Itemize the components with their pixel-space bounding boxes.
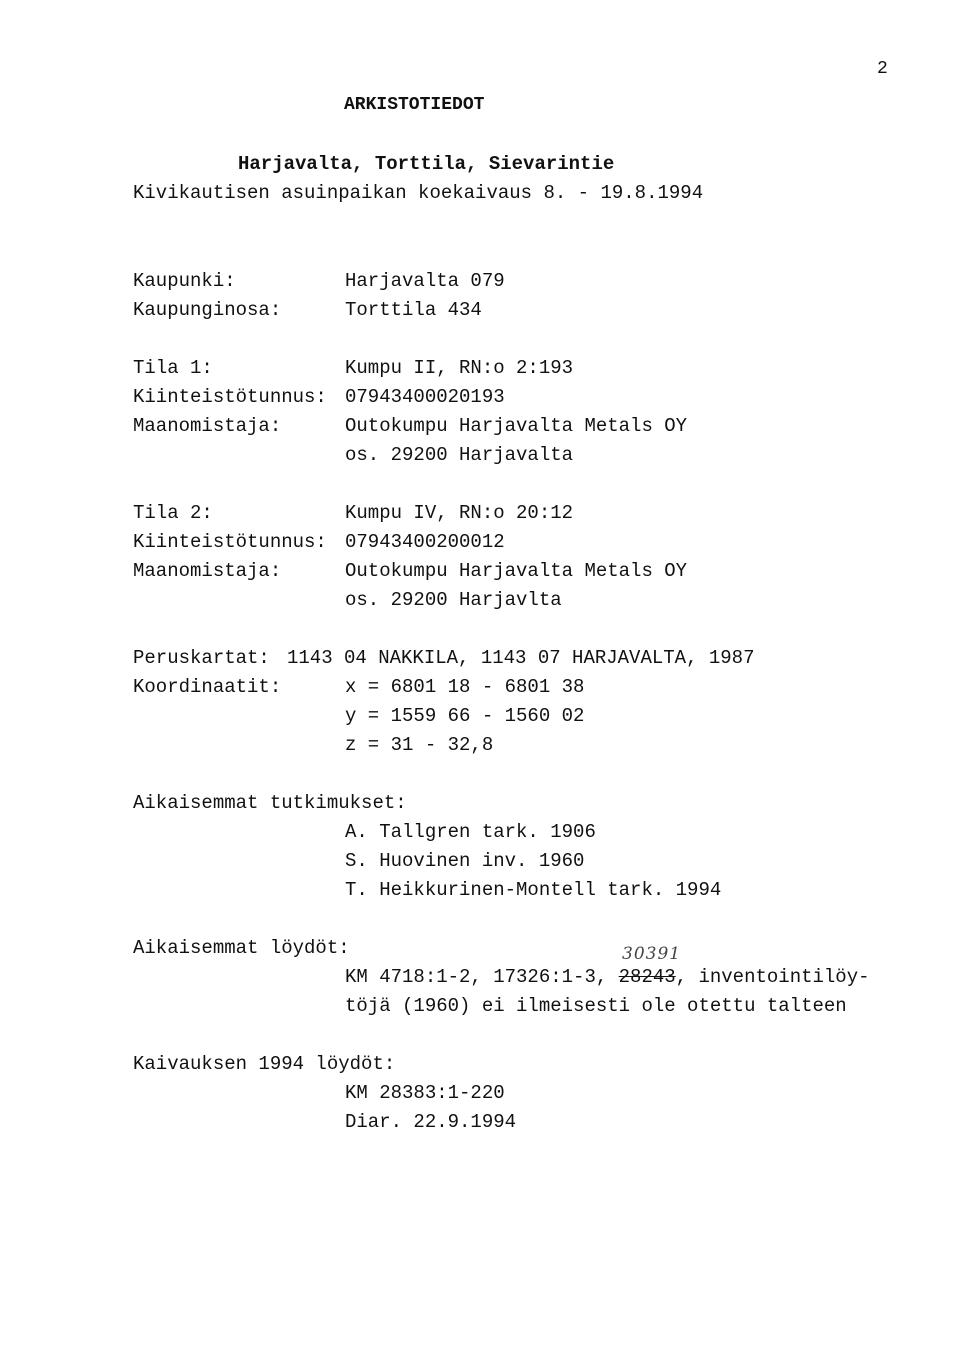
tila1-label: Tila 1: [133,357,213,379]
tila2-label: Tila 2: [133,502,213,524]
kaupunginosa-value: Torttila 434 [345,299,482,321]
tila2-maanomistaja-value: Outokumpu Harjavalta Metals OY [345,560,688,582]
tila1-value: Kumpu II, RN:o 2:193 [345,357,574,379]
loydot-line-1-start: KM 4718:1-2, 17326:1-3, [345,966,619,988]
tila2-maanomistaja-label: Maanomistaja: [133,560,282,582]
kaivauksen-loydot-label: Kaivauksen 1994 löydöt: [133,1053,396,1075]
tila2-value: Kumpu IV, RN:o 20:12 [345,502,574,524]
tila2-kiinteistotunnus-label: Kiinteistötunnus: [133,531,327,553]
struck-catalog-number: 28243 [618,966,676,988]
koordinaatti-z: z = 31 - 32,8 [345,734,494,756]
koordinaatti-y: y = 1559 66 - 1560 02 [345,705,585,727]
tila1-osoite: os. 29200 Harjavalta [345,444,574,466]
loydot-line-1-end: , inventointilöy- [675,966,870,988]
excavation-subtitle: Kivikautisen asuinpaikan koekaivaus 8. - 19.8.1994 [133,182,704,204]
tila2-osoite: os. 29200 Harjavlta [345,589,562,611]
loydot-line-1 [345,963,870,992]
aikaisemmat-tutkimukset-label: Aikaisemmat tutkimukset: [133,792,407,814]
tutkimus-item: T. Heikkurinen-Montell tark. 1994 [345,879,722,901]
tila1-maanomistaja-value: Outokumpu Harjavalta Metals OY [345,415,688,437]
koordinaatit-label: Koordinaatit: [133,676,282,698]
tila1-kiinteistotunnus-value: 07943400020193 [345,386,505,408]
page-number: 2 [877,59,888,79]
tila1-maanomistaja-label: Maanomistaja: [133,415,282,437]
handwritten-correction: 30391 [622,944,682,964]
peruskartat-value: 1143 04 NAKKILA, 1143 07 HARJAVALTA, 1987 [287,647,755,669]
kaivauksen-diar: Diar. 22.9.1994 [345,1111,517,1133]
peruskartat-label: Peruskartat: [133,647,270,669]
kaupunki-label: Kaupunki: [133,270,236,292]
tila2-kiinteistotunnus-value: 07943400200012 [345,531,505,553]
tila1-kiinteistotunnus-label: Kiinteistötunnus: [133,386,327,408]
kaivauksen-km-number: KM 28383:1-220 [345,1082,505,1104]
kaupunginosa-label: Kaupunginosa: [133,299,282,321]
document-header: ARKISTOTIEDOT [344,95,485,115]
tutkimus-item: S. Huovinen inv. 1960 [345,850,585,872]
tutkimus-item: A. Tallgren tark. 1906 [345,821,596,843]
kaupunki-value: Harjavalta 079 [345,270,505,292]
aikaisemmat-loydot-label: Aikaisemmat löydöt: [133,937,350,959]
loydot-line-2: töjä (1960) ei ilmeisesti ole otettu talteen [345,995,847,1017]
koordinaatti-x: x = 6801 18 - 6801 38 [345,676,585,698]
site-title: Harjavalta, Torttila, Sievarintie [238,153,615,175]
